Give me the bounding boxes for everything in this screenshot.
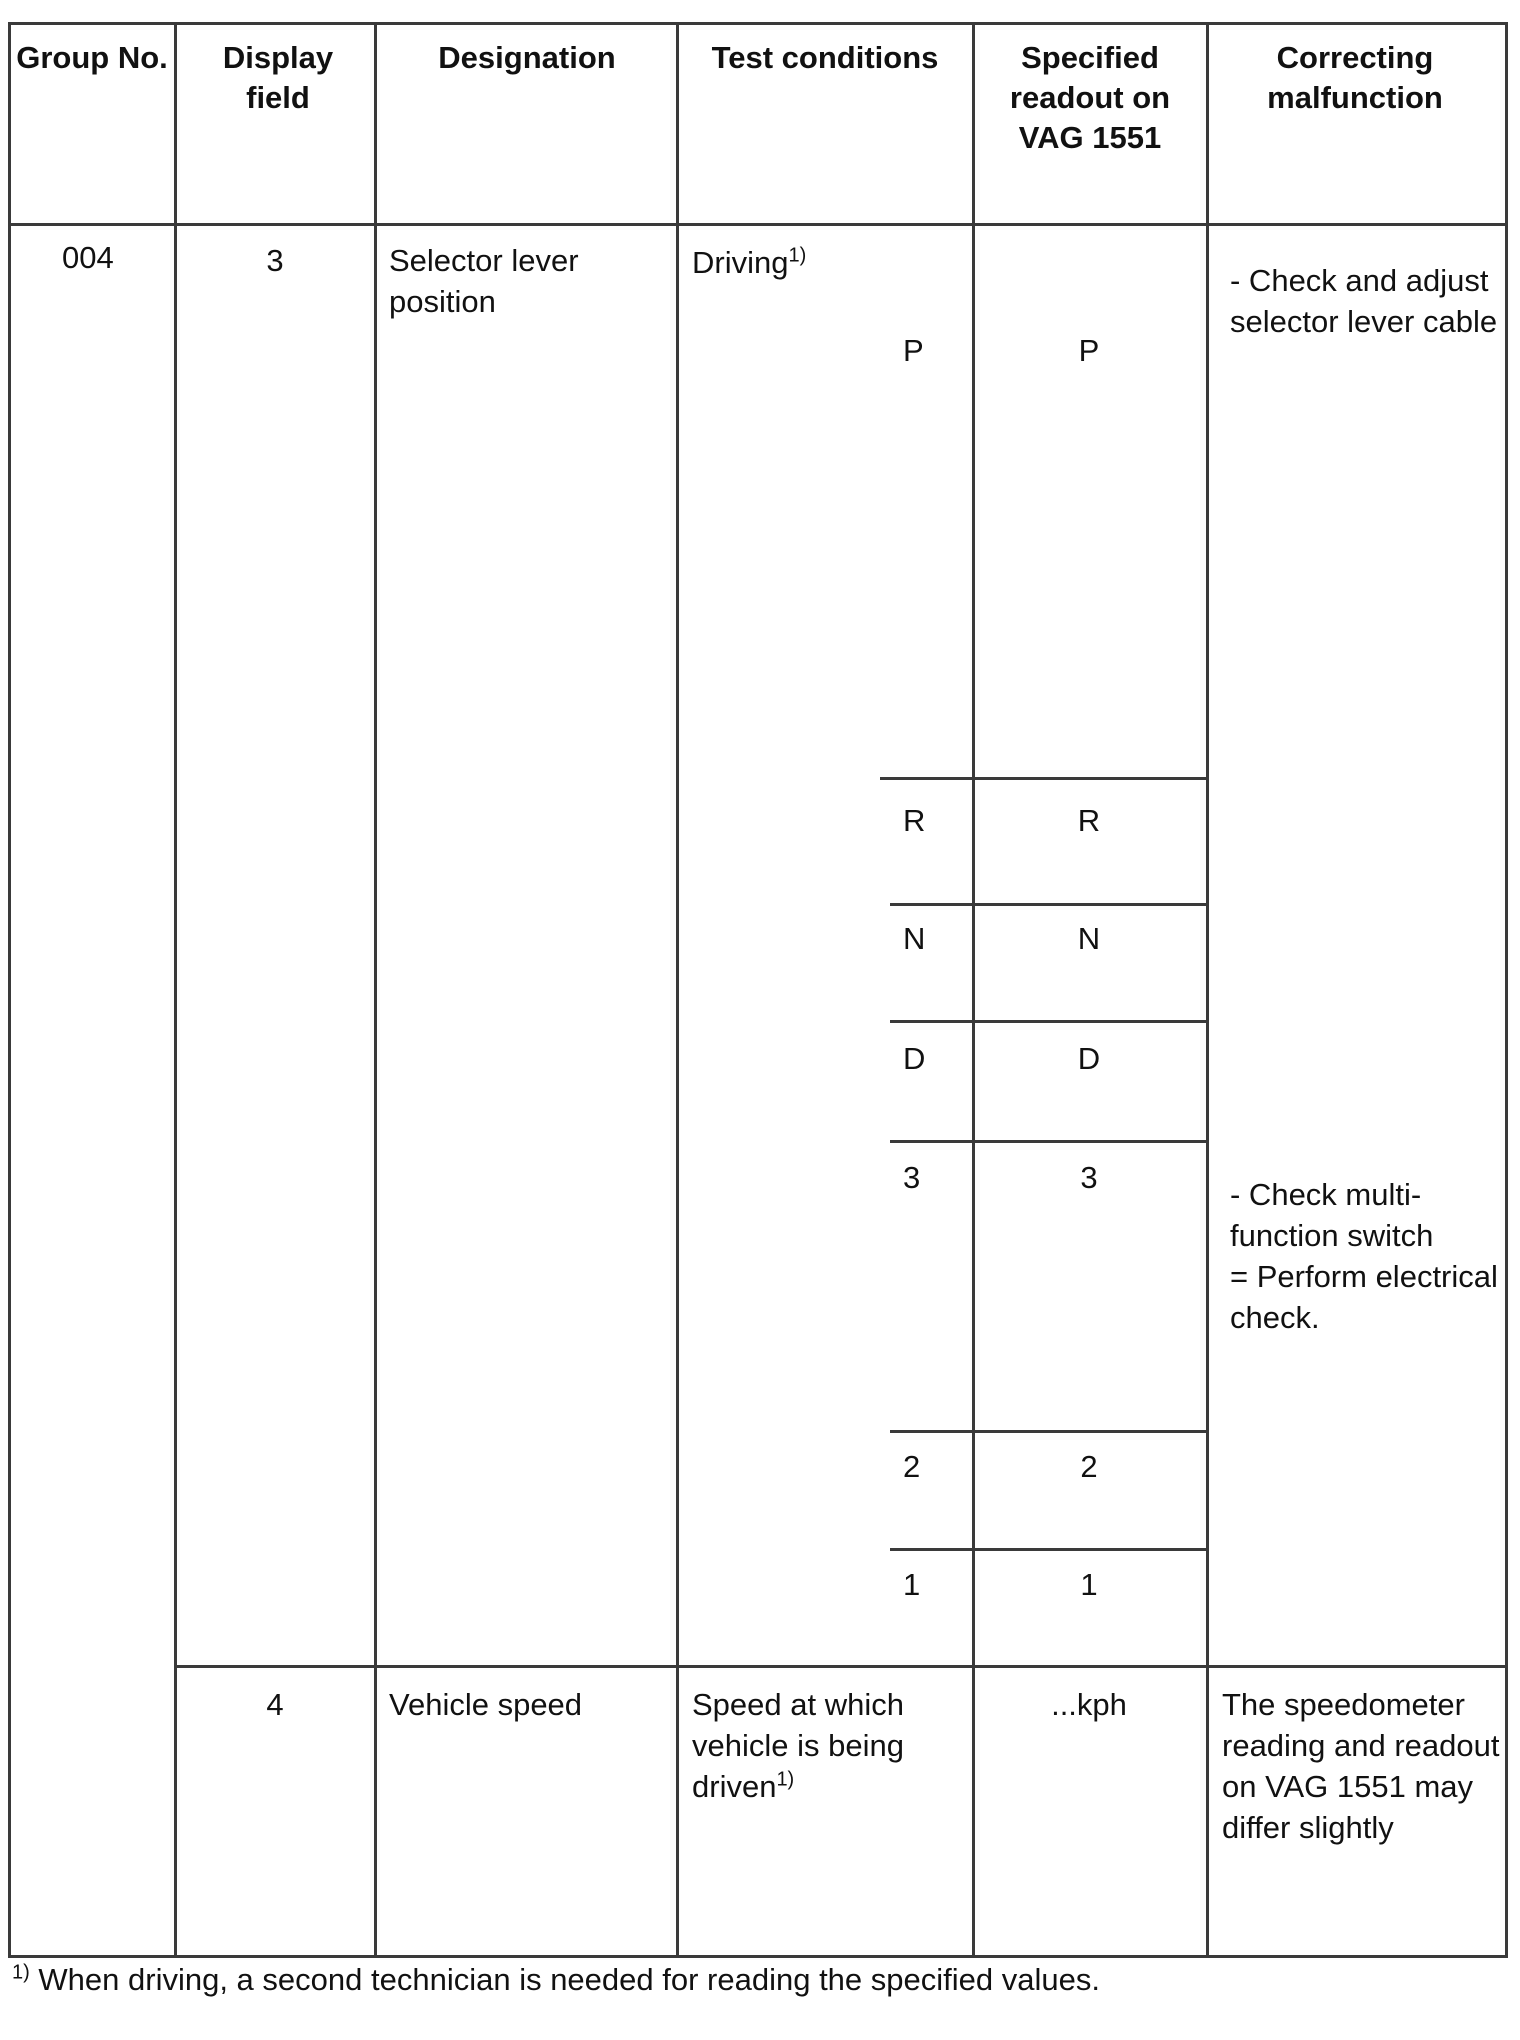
subrow-divider-3 xyxy=(890,1430,1208,1433)
footnote-text: When driving, a second technician is needed for reading the specified values. xyxy=(38,1962,1100,1997)
table-border-top xyxy=(8,22,1508,25)
header-divider xyxy=(8,223,1508,226)
designation-vehicle-speed: Vehicle speed xyxy=(389,1687,583,1722)
readout-3: 3 xyxy=(1080,1160,1098,1195)
correction-selector-cable: - Check and adjust selector lever cable xyxy=(1230,263,1498,339)
readout-n: N xyxy=(1077,921,1101,956)
readout-2: 2 xyxy=(1080,1449,1098,1484)
table-border-left xyxy=(8,22,11,1957)
display-field-4: 4 xyxy=(266,1687,284,1722)
subrow-divider-n xyxy=(890,1020,1208,1023)
footnote-mark-speed: 1) xyxy=(776,1768,795,1791)
header-group-no: Group No. xyxy=(16,40,168,75)
test-condition-driving-text: Driving xyxy=(692,245,789,280)
correction-speedometer: The speedometer reading and readout on VAG 1551 may differ slightly xyxy=(1222,1687,1500,1845)
header-correcting-malfunction: Correcting malfunction xyxy=(1267,40,1443,115)
readout-1: 1 xyxy=(1080,1567,1098,1602)
correction-electrical-check: = Perform electrical check. xyxy=(1230,1259,1498,1335)
test-condition-speed xyxy=(692,1684,962,1807)
row-divider-speed xyxy=(174,1665,1508,1668)
left-tick xyxy=(8,780,10,783)
designation-selector-lever: Selector lever position xyxy=(389,243,579,319)
correction-multifunction-switch: - Check multi-function switch xyxy=(1230,1177,1434,1253)
condition-p: P xyxy=(903,333,924,368)
header-designation: Designation xyxy=(438,40,616,75)
readout-kph: ...kph xyxy=(1051,1687,1127,1722)
group-number: 004 xyxy=(62,240,114,275)
subrow-divider-p xyxy=(880,777,1208,780)
subrow-divider-2 xyxy=(890,1548,1208,1551)
footnote xyxy=(12,1960,1100,2000)
condition-1: 1 xyxy=(903,1567,921,1602)
readout-p: P xyxy=(1078,333,1100,368)
header-display-field: Display field xyxy=(222,40,334,115)
readout-d: D xyxy=(1077,1041,1101,1076)
condition-r: R xyxy=(903,803,926,838)
condition-2: 2 xyxy=(903,1449,921,1484)
footnote-mark: 1) xyxy=(788,244,807,267)
condition-d: D xyxy=(903,1041,926,1076)
condition-3: 3 xyxy=(903,1160,921,1195)
test-condition-driving xyxy=(692,242,806,283)
readout-r: R xyxy=(1077,803,1101,838)
display-field-3: 3 xyxy=(266,243,284,278)
subrow-divider-d xyxy=(890,1140,1208,1143)
header-specified-readout: Specified readout on VAG 1551 xyxy=(1009,40,1171,155)
test-condition-speed-text: Speed at which vehicle is being driven xyxy=(692,1687,904,1804)
footnote-mark-bottom: 1) xyxy=(12,1961,30,1984)
condition-n: N xyxy=(903,921,926,956)
header-test-conditions: Test conditions xyxy=(711,40,939,75)
subrow-divider-r xyxy=(890,903,1208,906)
table-border-bottom xyxy=(8,1955,1508,1958)
